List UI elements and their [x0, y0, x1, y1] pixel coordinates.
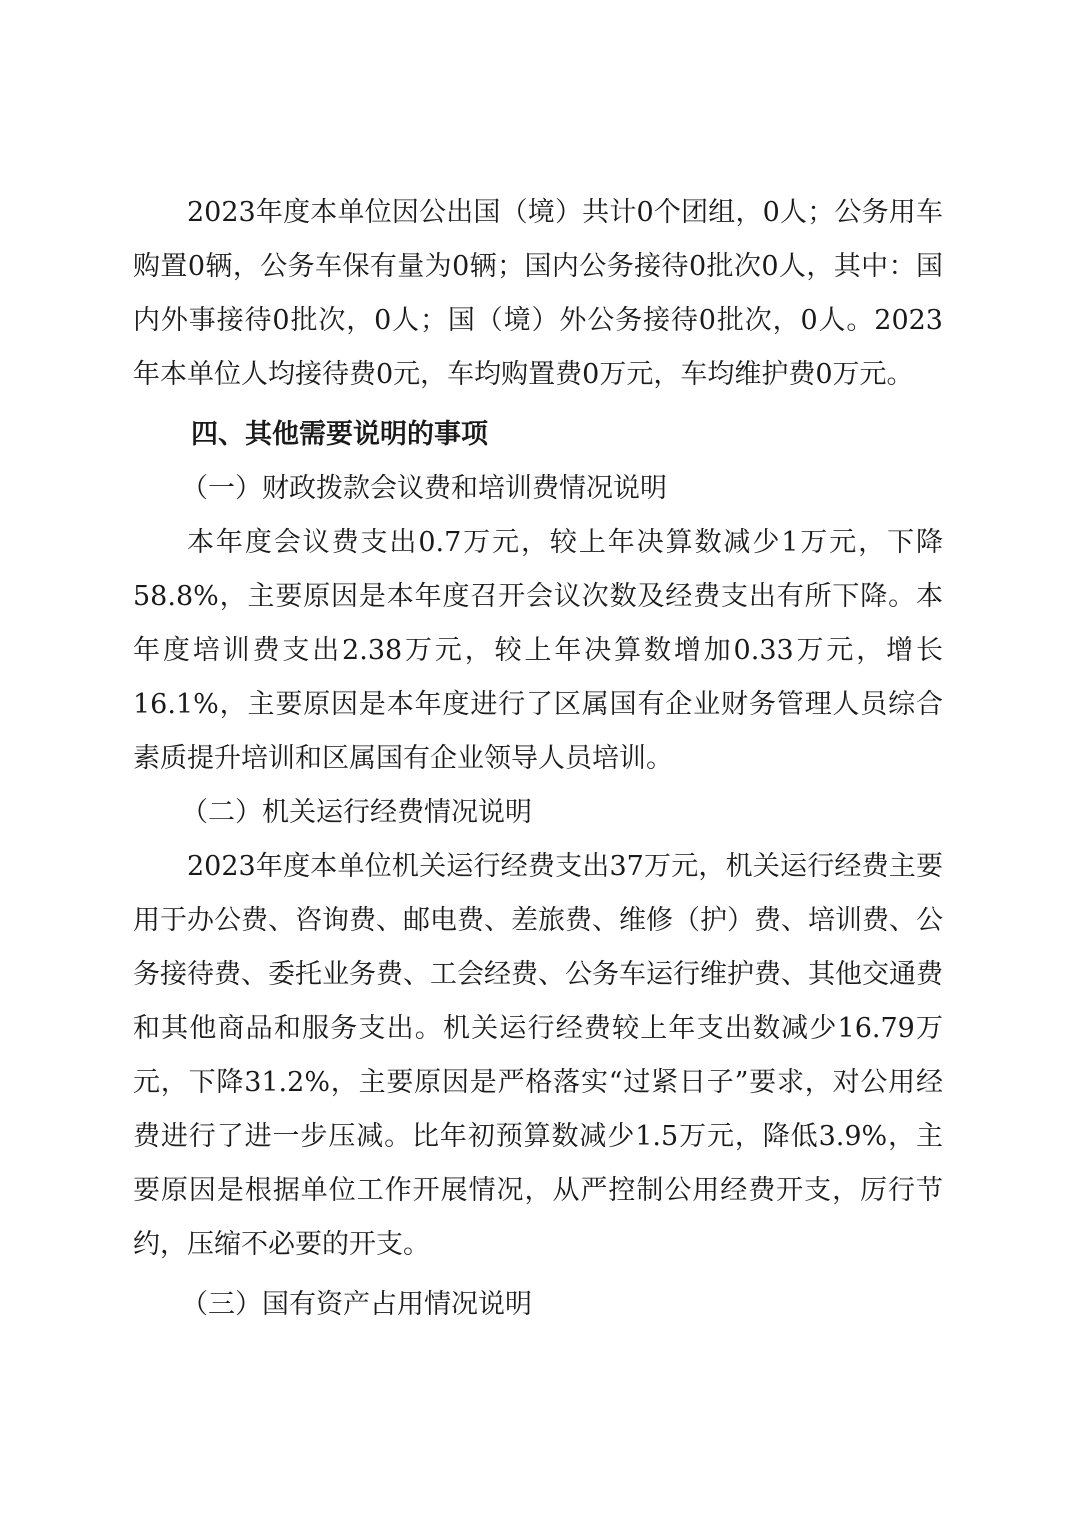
paragraph-operating-funds: 2023年度本单位机关运行经费支出37万元，机关运行经费主要用于办公费、咨询费、邮电费、差旅费、维修（护）费、培训费、公务接待费、委托业务费、工会经费、公务车运行维护费、其他交通费和其他商品和服务支出。机关运行经费较上年支出数减少16.79万元，下降31.2%，主要原因是严格落实“过紧日子”要求，对公用经费进行了进一步压减。比年初预算数减少1.5万元，降低3.9%，主要原因是根据单位工作开展情况，从严控制公用经费开支，厉行节约，压缩不必要的开支。: [133, 851, 943, 1260]
paragraph-official-travel: 2023年度本单位因公出国（境）共计0个团组，0人；公务用车购置0辆，公务车保有量为0辆；国内公务接待0批次0人，其中：国内外事接待0批次，0人；国（境）外公务接待0批次，0人。2023年本单位人均接待费0元，车均购置费0万元，车均维护费0万元。: [133, 197, 943, 390]
subsection-heading-operating-funds: （二）机关运行经费情况说明: [181, 797, 532, 828]
document-body: [133, 186, 943, 1332]
section-heading-other-matters: 四、其他需要说明的事项: [191, 419, 488, 450]
paragraph-meeting-training: 本年度会议费支出0.7万元，较上年决算数减少1万元，下降58.8%，主要原因是本年度召开会议次数及经费支出有所下降。本年度培训费支出2.38万元，较上年决算数增加0.33万元，增长16.1%，主要原因是本年度进行了区属国有企业财务管理人员综合素质提升培训和区属国有企业领导人员培训。: [133, 527, 943, 774]
subsection-heading-meeting-training: （一）财政拨款会议费和培训费情况说明: [181, 473, 667, 504]
subsection-heading-state-assets: （三）国有资产占用情况说明: [181, 1289, 532, 1320]
